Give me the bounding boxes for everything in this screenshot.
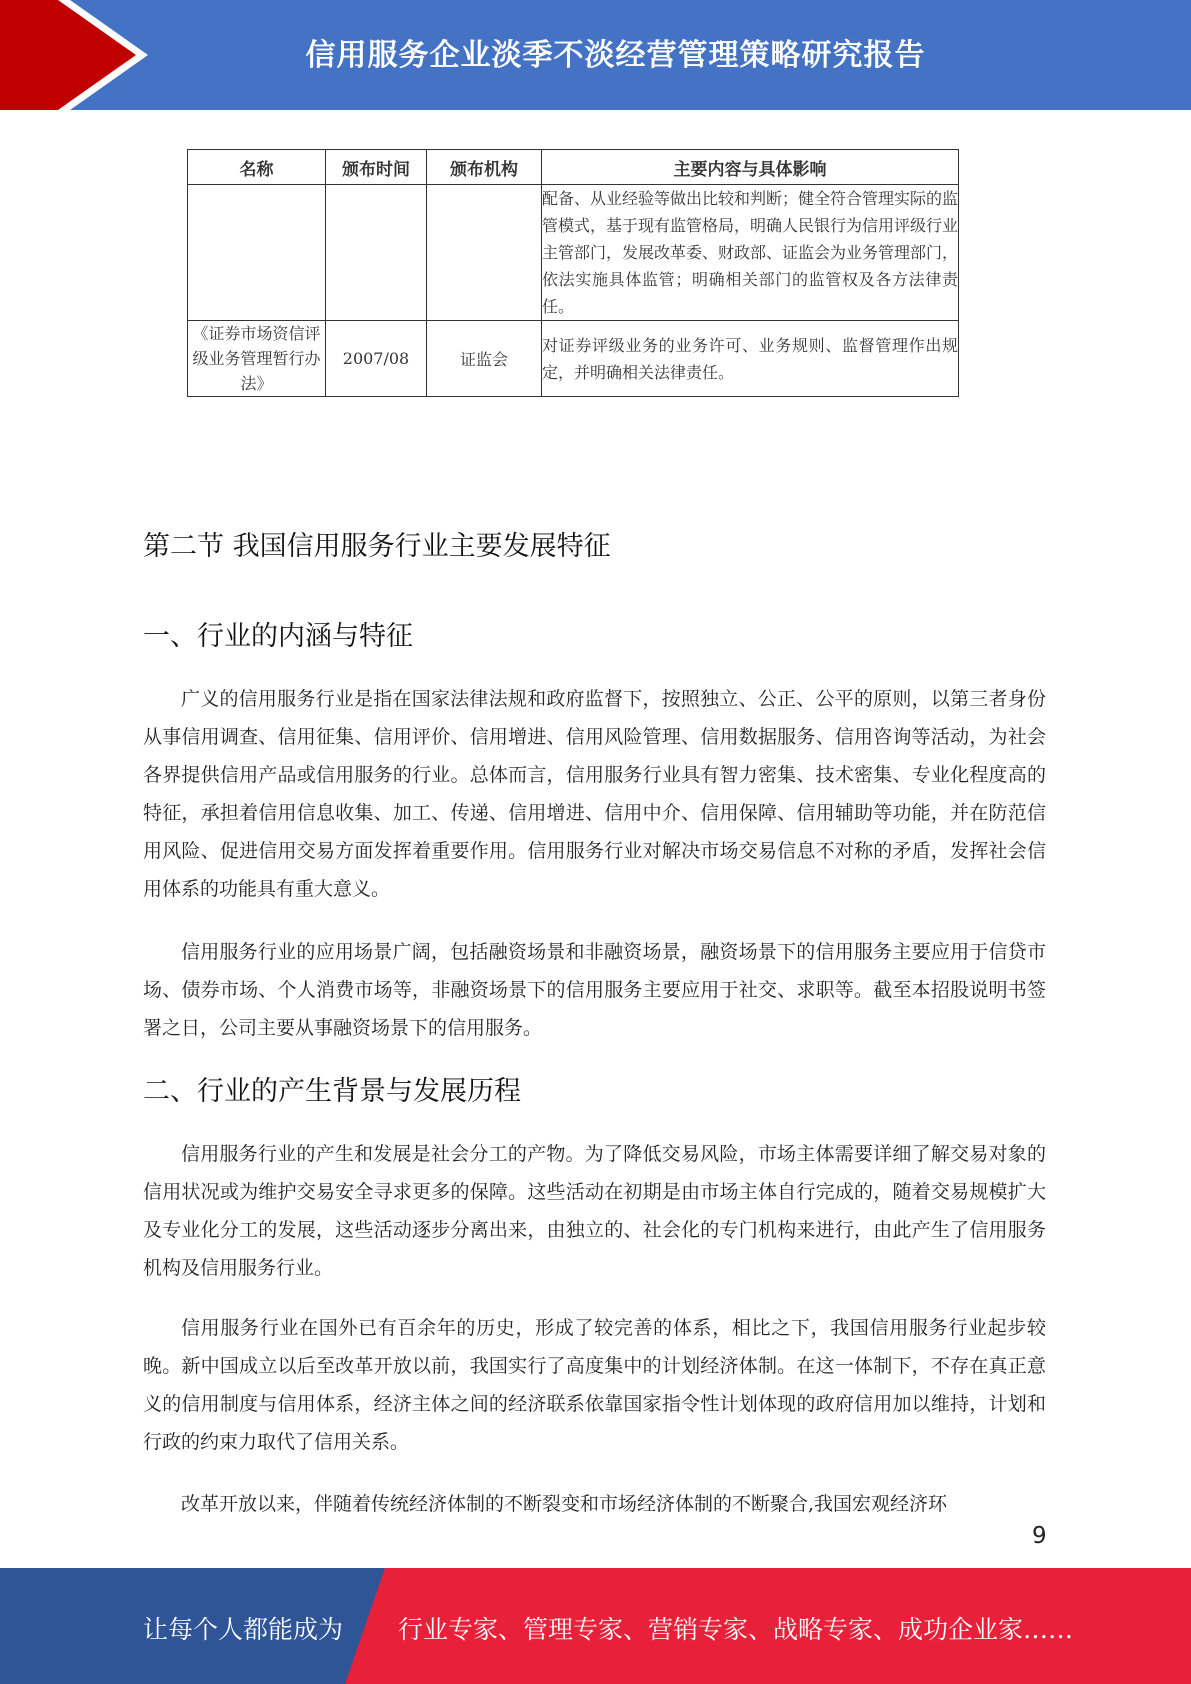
page-number: 9 xyxy=(1032,1523,1047,1549)
page-footer xyxy=(0,1568,1191,1684)
table-cell xyxy=(427,185,542,321)
paragraph-3: 信用服务行业的产生和发展是社会分工的产物。为了降低交易风险，市场主体需要详细了解交易对象的信用状况或为维护交易安全寻求更多的保障。这些活动在初期是由市场主体自行完成的，随着交易规模扩大及专业化分工的发展，这些活动逐步分离出来，由独立的、社会化的专门机构来进行，由此产生了信用服务机构及信用服务行业。 xyxy=(143,1143,1046,1279)
subsection-title-1: 一、行业的内涵与特征 xyxy=(143,621,413,652)
table-cell: 配备、从业经验等做出比较和判断；健全符合管理实际的监管模式，基于现有监管格局，明确人民银行为信用评级行业主管部门，发展改革委、财政部、证监会为业务管理部门，依法实施具体监管；明确相关部门的监管权及各方法律责任。 xyxy=(542,185,959,321)
table-cell: 对证券评级业务的业务许可、业务规则、监督管理作出规定，并明确相关法律责任。 xyxy=(542,321,959,397)
section-title: 第二节 我国信用服务行业主要发展特征 xyxy=(143,531,611,562)
page-header xyxy=(0,0,1191,110)
table-row xyxy=(188,185,959,321)
table-header-content: 主要内容与具体影响 xyxy=(542,150,959,185)
table-header-name: 名称 xyxy=(188,150,326,185)
table-cell xyxy=(188,185,326,321)
paragraph-5: 改革开放以来，伴随着传统经济体制的不断裂变和市场经济体制的不断聚合,我国宏观经济环 xyxy=(181,1493,948,1515)
regulation-table xyxy=(187,149,959,397)
table-cell: 2007/08 xyxy=(326,321,427,397)
table-cell xyxy=(326,185,427,321)
table-row xyxy=(188,321,959,397)
table-cell: 证监会 xyxy=(427,321,542,397)
table-cell: 《证券市场资信评级业务管理暂行办法》 xyxy=(188,321,326,397)
footer-slogan-right: 行业专家、管理专家、营销专家、战略专家、成功企业家…… xyxy=(398,1615,1074,1644)
regulation-table-container xyxy=(187,149,958,397)
table-header-date: 颁布时间 xyxy=(326,150,427,185)
paragraph-2: 信用服务行业的应用场景广阔，包括融资场景和非融资场景，融资场景下的信用服务主要应用于信贷市场、债券市场、个人消费市场等，非融资场景下的信用服务主要应用于社交、求职等。截至本招股说明书签署之日，公司主要从事融资场景下的信用服务。 xyxy=(143,941,1046,1039)
paragraph-4: 信用服务行业在国外已有百余年的历史，形成了较完善的体系，相比之下，我国信用服务行业起步较晚。新中国成立以后至改革开放以前，我国实行了高度集中的计划经济体制。在这一体制下，不存在真正意义的信用制度与信用体系，经济主体之间的经济联系依靠国家指令性计划体现的政府信用加以维持，计划和行政的约束力取代了信用关系。 xyxy=(143,1317,1046,1453)
subsection-title-2: 二、行业的产生背景与发展历程 xyxy=(143,1076,521,1107)
footer-slogan-left: 让每个人都能成为 xyxy=(143,1615,344,1644)
paragraph-1: 广义的信用服务行业是指在国家法律法规和政府监督下，按照独立、公正、公平的原则，以第三者身份从事信用调查、信用征集、信用评价、信用增进、信用风险管理、信用数据服务、信用咨询等活动，为社会各界提供信用产品或信用服务的行业。总体而言，信用服务行业具有智力密集、技术密集、专业化程度高的特征，承担着信用信息收集、加工、传递、信用增进、信用中介、信用保障、信用辅助等功能，并在防范信用风险、促进信用交易方面发挥着重要作用。信用服务行业对解决市场交易信息不对称的矛盾，发挥社会信用体系的功能具有重大意义。 xyxy=(143,688,1046,900)
table-header-agency: 颁布机构 xyxy=(427,150,542,185)
header-title: 信用服务企业淡季不淡经营管理策略研究报告 xyxy=(305,38,926,73)
table-header-row xyxy=(188,150,959,185)
